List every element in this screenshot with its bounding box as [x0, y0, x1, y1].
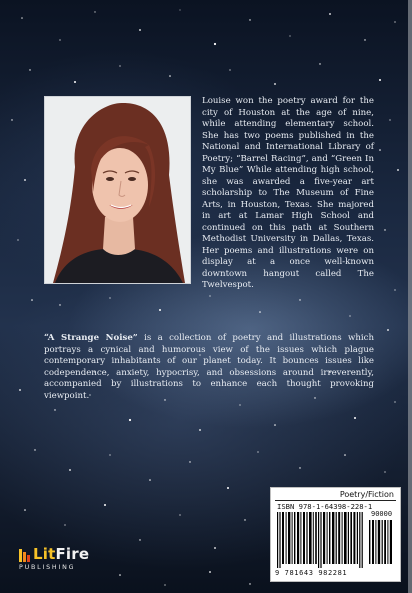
divider: [275, 500, 396, 501]
isbn-text: ISBN 978-1-64398-228-1: [277, 502, 373, 511]
book-category: Poetry/Fiction: [339, 490, 394, 499]
isbn-barcode-block: [270, 487, 401, 582]
barcode-number: 9 781643 982281: [275, 569, 348, 577]
author-bio: Louise won the poetry award for the city of Houston at the age of nine, while attending elementary school. She has two poems published in the National and International Library of Poetry; “Barrel Racing”, and “Green In My Blue” While attending high school, she was awarded a five-year art scholarship to The Museum of Fine Arts, in Houston, Texas. She majored in art at Lamar High School and continued on this path at Southern Methodist University in Dallas, Texas. Her poems and illustrations were on display at a once well-known downtown hangout called The Twelvespot.: [202, 96, 374, 290]
publisher-subtitle: PUBLISHING: [19, 564, 76, 571]
flame-icon: [18, 547, 32, 563]
book-title: “A Strange Noise”: [44, 333, 138, 343]
barcode-icon: [277, 512, 395, 568]
publisher-name: LitFire: [33, 545, 90, 563]
barcode-addon: 90000: [371, 510, 393, 518]
author-photo: [44, 96, 191, 284]
publisher-logo: [18, 545, 98, 573]
book-description-text: is a collection of poetry and illustrations which portrays a cynical and humorous view of the issues which plague contemporary inhabitants of our planet today. It bounces issues like codependence, anxiety, hypocrisy, and obsessions around irreverently, accompanied by illustrations to enhance each thought provoking viewpoint.: [44, 333, 374, 401]
book-description: [44, 333, 374, 402]
